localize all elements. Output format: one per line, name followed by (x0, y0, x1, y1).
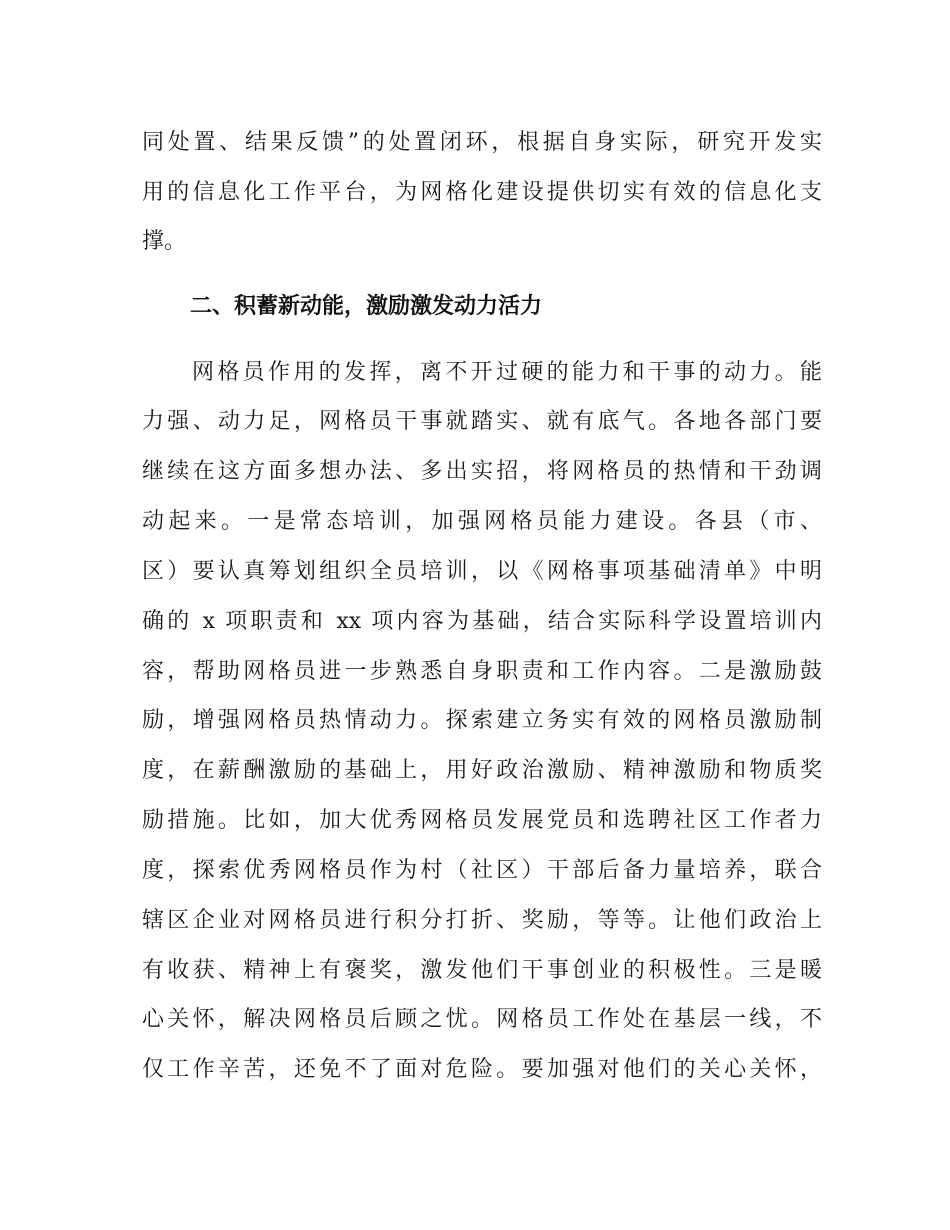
text-line: 区）要认真筹划组织全员培训，以《网格事项基础清单》中明 (142, 559, 822, 584)
text-line: 度，探索优秀网格员作为村（社区）干部后备力量培养，联合 (142, 858, 822, 883)
text-line: 撑。 (142, 229, 187, 254)
text-line: 确的 x 项职责和 xx 项内容为基础，结合实际科学设置培训内 (142, 609, 822, 634)
text-line: 力强、动力足，网格员干事就踏实、就有底气。各地各部门要 (142, 409, 822, 434)
text-line: 仅工作辛苦，还免不了面对危险。要加强对他们的关心关怀， (142, 1057, 822, 1082)
text-line: 容，帮助网格员进一步熟悉自身职责和工作内容。二是激励鼓 (142, 659, 822, 684)
text-line: 继续在这方面多想办法、多出实招，将网格员的热情和干劲调 (142, 459, 822, 484)
text-line: 辖区企业对网格员进行积分打折、奖励，等等。让他们政治上 (142, 908, 822, 933)
text-line: 用的信息化工作平台，为网格化建设提供切实有效的信息化支 (142, 180, 822, 205)
text-line: 励措施。比如，加大优秀网格员发展党员和选聘社区工作者力 (142, 808, 822, 833)
text-line: 同处置、结果反馈”的处置闭环，根据自身实际，研究开发实 (142, 130, 822, 155)
text-line: 有收获、精神上有褒奖，激发他们干事创业的积极性。三是暖 (142, 958, 822, 983)
text-line: 度，在薪酬激励的基础上，用好政治激励、精神激励和物质奖 (142, 758, 822, 783)
text-line: 动起来。一是常态培训，加强网格员能力建设。各县（市、 (142, 509, 822, 534)
text-line: 励，增强网格员热情动力。探索建立务实有效的网格员激励制 (142, 708, 822, 733)
text-line: 网格员作用的发挥，离不开过硬的能力和干事的动力。能 (192, 360, 822, 385)
text-line: 心关怀，解决网格员后顾之忧。网格员工作处在基层一线，不 (142, 1007, 822, 1032)
section-heading: 二、积蓄新动能，激励激发动力活力 (190, 294, 543, 319)
